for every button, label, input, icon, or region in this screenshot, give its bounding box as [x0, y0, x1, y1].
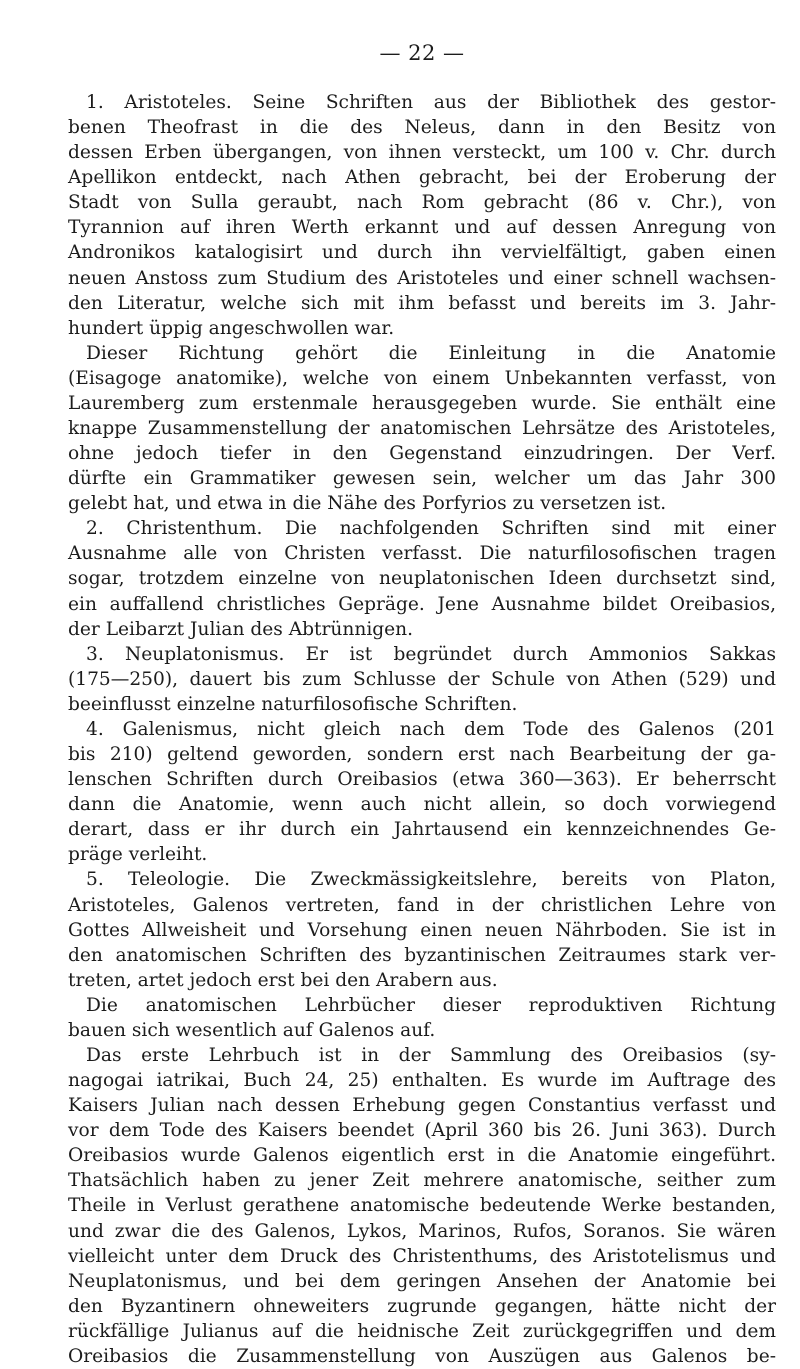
text-line: Das erste Lehrbuch ist in der Sammlung des Oreibasios (sy-	[86, 1044, 776, 1066]
text-line: beeinflusst einzelne naturfilosofische Schriften.	[68, 693, 518, 715]
text-line: Dieser Richtung gehört die Einleitung in die Anatomie	[86, 342, 776, 364]
text-line: knappe Zusammenstellung der anatomischen Lehrsätze des Aristoteles,	[68, 418, 776, 440]
text-line: dürfte ein Grammatiker gewesen sein, welcher um das Jahr 300	[68, 468, 776, 490]
text-line: ohne jedoch tiefer in den Gegenstand einzudringen. Der Verf.	[68, 443, 776, 465]
text-line: den Literatur, welche sich mit ihm befasst und bereits im 3. Jahr-	[68, 292, 776, 314]
text-line: dessen Erben übergangen, von ihnen versteckt, um 100 v. Chr. durch	[68, 142, 776, 164]
text-line: sogar, trotzdem einzelne von neuplatonischen Ideen durchsetzt sind,	[68, 568, 776, 590]
text-line: vor dem Tode des Kaisers beendet (April 360 bis 26. Juni 363). Durch	[68, 1120, 776, 1142]
text-line: Tyrannion auf ihren Werth erkannt und auf dessen Anregung von	[68, 217, 776, 239]
text-line: und zwar die des Galenos, Lykos, Marinos, Rufos, Soranos. Sie wären	[68, 1220, 776, 1242]
text-line: bauen sich wesentlich auf Galenos auf.	[68, 1019, 436, 1041]
text-line: hundert üppig angeschwollen war.	[68, 317, 395, 339]
text-line: Thatsächlich haben zu jener Zeit mehrere anatomische, seither zum	[68, 1170, 776, 1192]
body-text	[68, 90, 776, 1369]
text-line: Andronikos katalogisirt und durch ihn vervielfältigt, gaben einen	[68, 242, 776, 264]
text-line: der Leibarzt Julian des Abtrünnigen.	[68, 618, 414, 640]
text-line: Die anatomischen Lehrbücher dieser reproduktiven Richtung	[86, 994, 776, 1016]
text-line: lenschen Schriften durch Oreibasios (etwa 360—363). Er beherrscht	[68, 769, 776, 791]
text-line: 4. Galenismus, nicht gleich nach dem Tode des Galenos (201	[86, 718, 776, 740]
text-line: ein auffallend christliches Gepräge. Jene Ausnahme bildet Oreibasios,	[68, 593, 776, 615]
text-line: Ausnahme alle von Christen verfasst. Die naturfilosofischen tragen	[68, 543, 776, 565]
document-page	[68, 0, 776, 1367]
text-line: nagogai iatrikai, Buch 24, 25) enthalten. Es wurde im Auftrage des	[68, 1070, 776, 1092]
text-line: bis 210) geltend geworden, sondern erst nach Bearbeitung der ga-	[68, 744, 776, 766]
text-line: gelebt hat, und etwa in die Nähe des Porfyrios zu versetzen ist.	[68, 493, 667, 515]
text-line: Oreibasios die Zusammenstellung von Auszügen aus Galenos be-	[68, 1345, 776, 1367]
text-line: dann die Anatomie, wenn auch nicht allein, so doch vorwiegend	[68, 794, 776, 816]
text-line: 3. Neuplatonismus. Er ist begründet durch Ammonios Sakkas	[86, 643, 776, 665]
text-line: treten, artet jedoch erst bei den Arabern aus.	[68, 969, 498, 991]
text-line: 5. Teleologie. Die Zweckmässigkeitslehre, bereits von Platon,	[86, 869, 776, 891]
page-number: — 22 —	[379, 41, 465, 65]
text-line: Oreibasios wurde Galenos eigentlich erst in die Anatomie eingeführt.	[68, 1145, 776, 1167]
text-line: neuen Anstoss zum Studium des Aristoteles und einer schnell wachsen-	[68, 267, 776, 289]
text-line: Neuplatonismus, und bei dem geringen Ansehen der Anatomie bei	[68, 1270, 776, 1292]
text-line: derart, dass er ihr durch ein Jahrtausend ein kennzeichnendes Ge-	[68, 819, 776, 841]
text-line: vielleicht unter dem Druck des Christenthums, des Aristotelismus und	[68, 1245, 776, 1267]
text-line: 1. Aristoteles. Seine Schriften aus der Bibliothek des gestor-	[86, 92, 776, 113]
text-line: Apellikon entdeckt, nach Athen gebracht, bei der Eroberung der	[68, 167, 776, 189]
text-line: präge verleiht.	[68, 844, 208, 866]
text-line: Stadt von Sulla geraubt, nach Rom gebracht (86 v. Chr.), von	[68, 192, 776, 214]
text-line: (Eisagoge anatomike), welche von einem Unbekannten verfasst, von	[68, 367, 776, 389]
text-line: Lauremberg zum erstenmale herausgegeben wurde. Sie enthält eine	[68, 392, 776, 414]
text-line: (175—250), dauert bis zum Schlusse der Schule von Athen (529) und	[68, 668, 776, 690]
text-line: rückfällige Julianus auf die heidnische Zeit zurückgegriffen und dem	[68, 1320, 776, 1342]
text-line: Gottes Allweisheit und Vorsehung einen neuen Nährboden. Sie ist in	[68, 919, 776, 941]
text-line: Kaisers Julian nach dessen Erhebung gegen Constantius verfasst und	[68, 1095, 776, 1117]
text-line: 2. Christenthum. Die nachfolgenden Schriften sind mit einer	[86, 518, 776, 540]
text-line: den Byzantinern ohneweiters zugrunde gegangen, hätte nicht der	[68, 1295, 776, 1317]
text-line: Aristoteles, Galenos vertreten, fand in der christlichen Lehre von	[68, 894, 776, 916]
text-line: den anatomischen Schriften des byzantinischen Zeitraumes stark ver-	[68, 944, 776, 966]
text-line: Theile in Verlust gerathene anatomische bedeutende Werke bestanden,	[68, 1195, 776, 1217]
text-line: benen Theofrast in die des Neleus, dann in den Besitz von	[68, 117, 776, 139]
